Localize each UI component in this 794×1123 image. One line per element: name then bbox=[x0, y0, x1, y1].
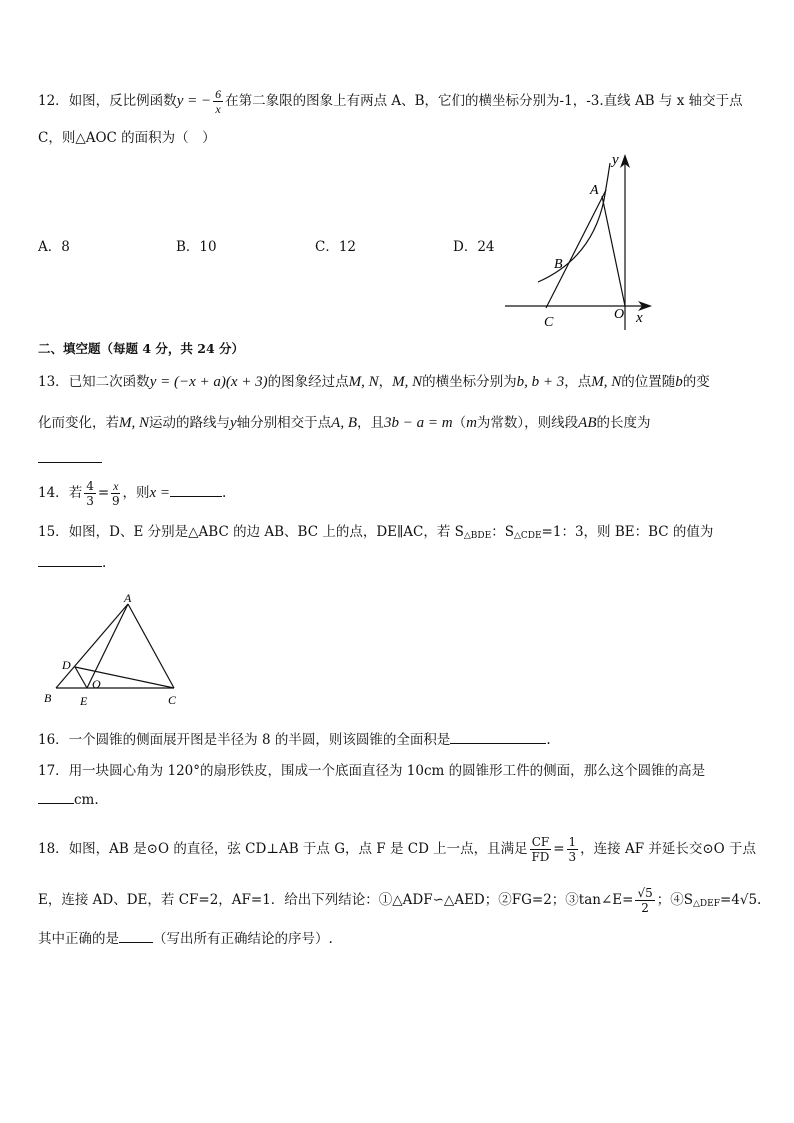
fig15-label-d: D bbox=[62, 658, 71, 672]
q12-line1: 12．如图，反比例函数y = − $\frac{6}{x}$ 在第二象限的图象上有两点 A、B，它们的横坐标分别为-1，-3.直线 AB 与 x 轴交于点 bbox=[38, 87, 743, 116]
q17-answer-blank[interactable] bbox=[38, 791, 74, 804]
q12-option-b: B．10 bbox=[176, 239, 217, 255]
q12-option-d: D．24 bbox=[453, 239, 495, 255]
q13-line1: 13．已知二次函数y = (−x + a)(x + 3)的图象经过点M, N，M, N的横坐标分别为b, b + 3，点M, N的位置随b的变 bbox=[38, 374, 710, 390]
q12-option-c: C．12 bbox=[315, 239, 357, 255]
q12-fraction: $\frac{6}{x}$ bbox=[215, 87, 222, 116]
fig15-label-c: C bbox=[168, 693, 177, 707]
fig15-label-a: A bbox=[124, 591, 132, 605]
q16-line: 16．一个圆锥的侧面展开图是半径为 8 的半圆，则该圆锥的全面积是 . bbox=[38, 732, 551, 748]
fig12-label-c: C bbox=[544, 315, 554, 330]
q12-option-a: A．8 bbox=[38, 239, 70, 255]
q14-answer-blank[interactable] bbox=[170, 484, 222, 497]
q15-line2: . bbox=[38, 552, 106, 571]
q18-answer-blank[interactable] bbox=[119, 930, 153, 943]
q17-line1: 17．用一块圆心角为 120°的扇形铁皮，围成一个底面直径为 10cm 的圆锥形工件的侧面，那么这个圆锥的高是 bbox=[38, 763, 706, 779]
q15-line1: 15．如图，D、E 分别是△ABC 的边 AB、BC 上的点，DE∥AC，若 $S_{\triangle BDE}$：$S_{\triangle CDE}=1$：3，则 BE：BC 的值为 bbox=[38, 524, 714, 541]
fig12-label-y: y bbox=[612, 152, 619, 168]
fig12-label-o: O bbox=[614, 307, 625, 322]
fig12-label-b: B bbox=[554, 257, 563, 272]
q13-answer-blank[interactable] bbox=[38, 448, 102, 467]
q15-answer-blank[interactable] bbox=[38, 552, 102, 567]
q17-line2: cm. bbox=[38, 791, 99, 808]
q12-figure bbox=[500, 148, 660, 333]
q16-answer-blank[interactable] bbox=[450, 731, 546, 744]
section-heading: 二、填空题（每题 4 分，共 24 分） bbox=[38, 341, 245, 356]
fig12-label-a: A bbox=[590, 183, 599, 198]
fig15-label-b: B bbox=[44, 691, 52, 705]
q12-number: 12． bbox=[38, 93, 69, 109]
fig15-label-o: O bbox=[92, 677, 101, 691]
fig12-label-x: x bbox=[636, 310, 643, 326]
q14-line: 14．若 $\frac{4}{3}$ = $\frac{x}{9}$ ，则x = . bbox=[38, 479, 227, 508]
q13-line2: 化而变化，若M, N运动的路线与y轴分别相交于点A, B，且3b − a = m（m为常数），则线段AB的长度为 bbox=[38, 415, 651, 431]
fig15-label-e: E bbox=[80, 694, 88, 708]
q12-line2: C，则△AOC 的面积为（ ） bbox=[38, 130, 216, 146]
q18-line1: 18．如图，AB 是⊙O 的直径，弦 CD⊥AB 于点 G，点 F 是 CD 上一点，且满足 $\frac{CF}{FD}$ = $\frac{1}{3}$ ，连接 AF 并延长交⊙O 于点 bbox=[38, 835, 757, 864]
q15-figure bbox=[40, 590, 190, 710]
q18-line3: 其中正确的是 （写出所有正确结论的序号）. bbox=[38, 931, 333, 947]
q18-line2: E，连接 AD、DE，若 CF=2，AF=1．给出下列结论：①△ADF∽△AED；②FG=2；③tan∠E= $\frac{√5}{2}$ ；$④S_{\triangle DEF}=4√5$. bbox=[38, 886, 762, 915]
